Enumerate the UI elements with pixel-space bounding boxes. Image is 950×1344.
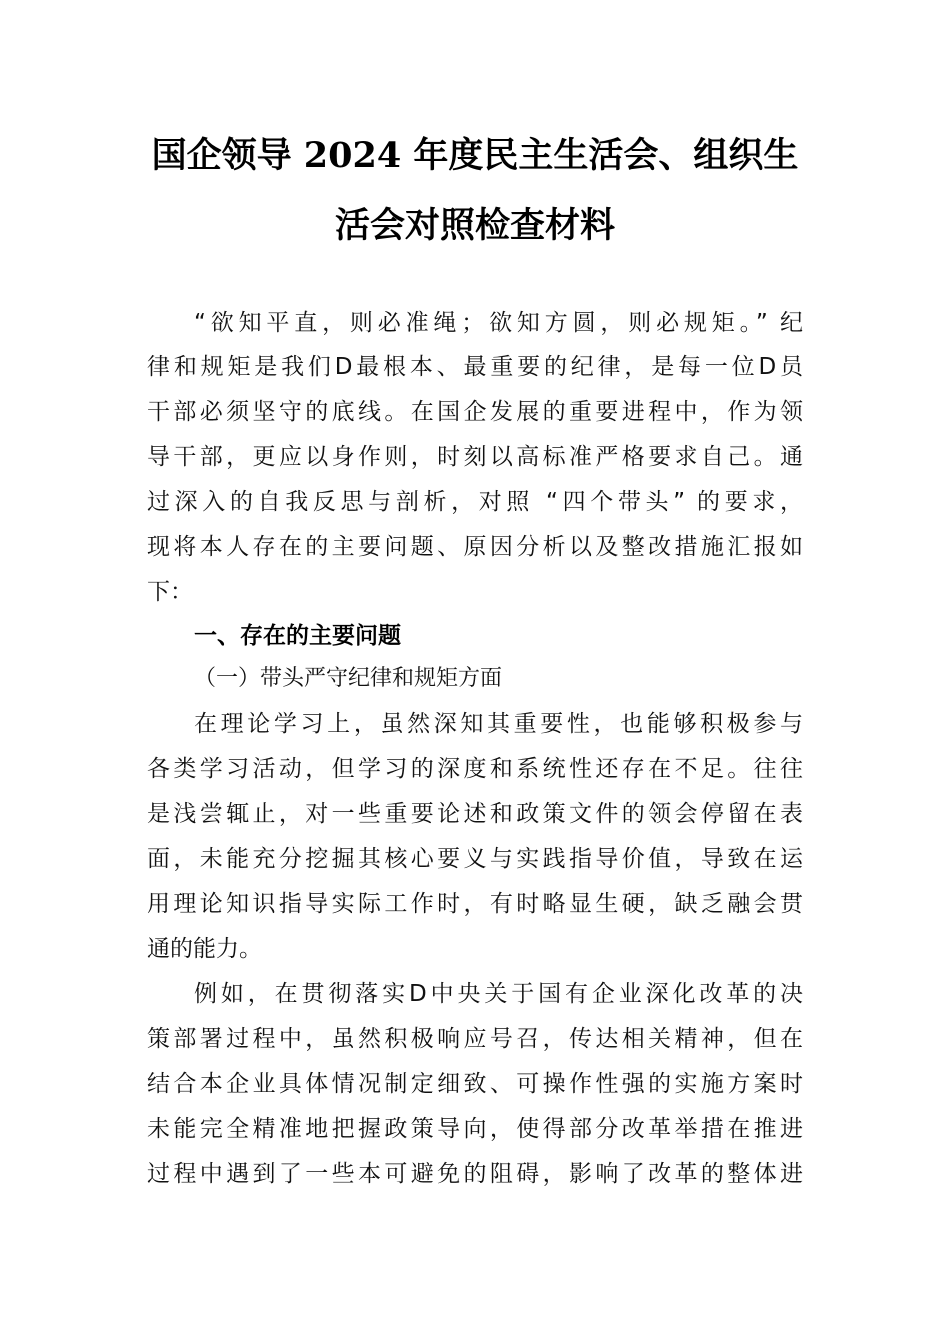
paragraph-line: 未能完全精准地把握政策导向，使得部分改革举措在推进 [147,1116,803,1142]
intro-line: 干部必须坚守的底线。在国企发展的重要进程中，作为领 [147,399,803,425]
paragraph-line: 结合本企业具体情况制定细致、可操作性强的实施方案时 [147,1071,803,1097]
subsection-heading: （一）带头严守纪律和规矩方面 [194,666,503,691]
section-heading: 一、存在的主要问题 [194,623,401,649]
paragraph-line: 策部署过程中，虽然积极响应号召，传达相关精神，但在 [147,1026,803,1052]
paragraph-line: 在理论学习上，虽然深知其重要性，也能够积极参与 [194,711,803,737]
document-title-line-2: 活会对照检查材料 [334,205,615,246]
document-title-line-1: 国企领导 2024 年度民主生活会、组织生 [151,135,799,176]
intro-line: 现将本人存在的主要问题、原因分析以及整改措施汇报如 [147,534,803,560]
paragraph-line: 面，未能充分挖掘其核心要义与实践指导价值，导致在运 [147,846,803,872]
intro-line: 下： [147,579,193,605]
paragraph-line: 例如，在贯彻落实D中央关于国有企业深化改革的决 [194,981,803,1007]
paragraph-line: 过程中遇到了一些本可避免的阻碍，影响了改革的整体进 [147,1161,803,1187]
intro-line: 过深入的自我反思与剖析，对照 “四个带头” 的要求， [147,489,803,515]
intro-line: “欲知平直，则必准绳；欲知方圆，则必规矩。” 纪 [194,310,803,336]
paragraph-line: 用理论知识指导实际工作时，有时略显生硬，缺乏融会贯 [147,891,803,917]
paragraph-line: 通的能力。 [147,936,262,962]
paragraph-line: 各类学习活动，但学习的深度和系统性还存在不足。往往 [147,756,803,782]
intro-line: 律和规矩是我们D最根本、最重要的纪律，是每一位D员 [147,354,803,380]
paragraph-line: 是浅尝辄止，对一些重要论述和政策文件的领会停留在表 [147,801,803,827]
intro-line: 导干部，更应以身作则，时刻以高标准严格要求自己。通 [147,444,803,470]
